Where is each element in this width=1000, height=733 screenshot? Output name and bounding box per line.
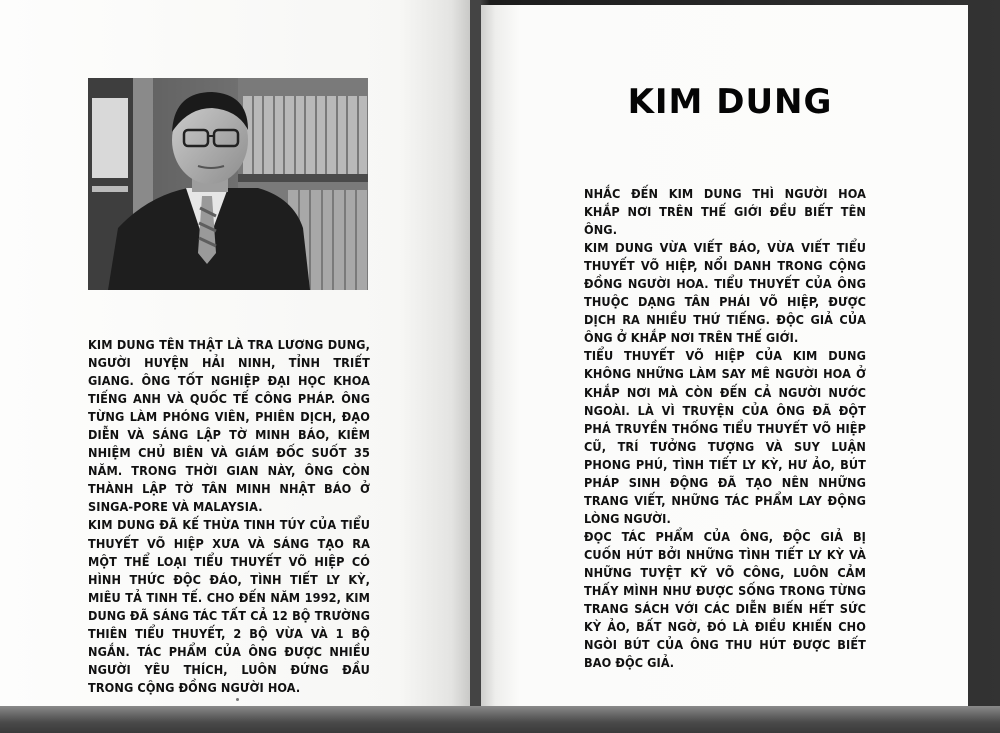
left-page-body	[88, 336, 370, 697]
right-page-body	[584, 185, 866, 672]
scanner-bed-edge	[0, 706, 1000, 733]
author-portrait-illustration	[88, 78, 368, 290]
paper-speck	[236, 698, 239, 701]
author-photo	[88, 78, 368, 290]
right-paragraph: ĐỌC TÁC PHẨM CỦA ÔNG, ĐỘC GIẢ BỊ CUỐN HÚT BỞI NHỮNG TÌNH TIẾT LY KỲ VÀ NHỮNG TUYỆT KỸ VÕ CÔNG, LUÔN CẢM THẤY MÌNH NHƯ ĐƯỢC SỐNG TRONG TỪNG TRANG SÁCH VỚI CÁC DIỄN BIẾN HẾT SỨC KỲ ẢO, BẤT NGỜ, ĐÓ LÀ ĐIỀU KHIẾN CHO NGÒI BÚT CỦA ÔNG THU HÚT ĐƯỢC BIẾT BAO ĐỘC GIẢ.	[584, 528, 866, 671]
right-paragraph: NHẮC ĐẾN KIM DUNG THÌ NGƯỜI HOA KHẮP NƠI TRÊN THẾ GIỚI ĐỀU BIẾT TÊN ÔNG.	[584, 186, 866, 238]
right-paragraph: TIỂU THUYẾT VÕ HIỆP CỦA KIM DUNG KHÔNG NHỮNG LÀM SAY MÊ NGƯỜI HOA Ở KHẮP NƠI MÀ CÒN ĐẾN CẢ NGƯỜI NƯỚC NGOÀI. LÀ VÌ TRUYỆN CỦA ÔNG ĐÃ ĐỘT PHÁ TRUYỀN THỐNG TIỂU THUYẾT VÕ HIỆP CŨ, TRÍ TƯỞNG TƯỢNG VÀ SUY LUẬN PHONG PHÚ, TÌNH TIẾT LY KỲ, HƯ ẢO, BÚT PHÁP SINH ĐỘNG ĐÃ TẠO NÊN NHỮNG TRANG VIẾT, NHỮNG TÁC PHẨM LAY ĐỘNG LÒNG NGƯỜI.	[584, 348, 866, 526]
right-paragraph: KIM DUNG VỪA VIẾT BÁO, VỪA VIẾT TIỂU THUYẾT VÕ HIỆP, NỔI DANH TRONG CỘNG ĐỒNG NGƯỜI HOA. TIỂU THUYẾT CỦA ÔNG THUỘC DẠNG TÂN PHÁI VÕ HIỆP, ĐƯỢC DỊCH RA NHIỀU THỨ TIẾNG. ĐỘC GIẢ CỦA ÔNG Ở KHẮP NƠI TRÊN THẾ GIỚI.	[584, 240, 866, 346]
left-paragraph: KIM DUNG ĐÃ KẾ THỪA TINH TÚY CỦA TIỂU THUYẾT VÕ HIỆP XƯA VÀ SÁNG TẠO RA MỘT THỂ LOẠI TIỂU THUYẾT VÕ HIỆP CÓ HÌNH THỨC ĐỘC ĐÁO, TÌNH TIẾT LY KỲ, MIÊU TẢ TINH TẾ. CHO ĐẾN NĂM 1992, KIM DUNG ĐÃ SÁNG TÁC TẤT CẢ 12 BỘ TRƯỜNG THIÊN TIỂU THUYẾT, 2 BỘ VỪA VÀ 1 BỘ NGẮN. TÁC PHẨM CỦA ÔNG ĐƯỢC NHIỀU NGƯỜI YÊU THÍCH, LUÔN ĐỨNG ĐẦU TRONG CỘNG ĐỒNG NGƯỜI HOA.	[88, 517, 370, 695]
left-paragraph: KIM DUNG TÊN THẬT LÀ TRA LƯƠNG DUNG, NGƯỜI HUYỆN HẢI NINH, TỈNH TRIẾT GIANG. ÔNG TỐT NGHIỆP ĐẠI HỌC KHOA TIẾNG ANH VÀ QUỐC TẾ CÔNG PHÁP. ÔNG TỪNG LÀM PHÓNG VIÊN, PHIÊN DỊCH, ĐẠO DIỄN VÀ SÁNG LẬP TỜ MINH BÁO, KIÊM NHIỆM CHỦ BIÊN VÀ GIÁM ĐỐC SUỐT 35 NĂM. TRONG THỜI GIAN NÀY, ÔNG CÒN THÀNH LẬP TỜ TÂN MINH NHẬT BÁO Ở SINGA-PORE VÀ MALAYSIA.	[88, 337, 370, 515]
page-title: KIM DUNG	[627, 82, 833, 122]
